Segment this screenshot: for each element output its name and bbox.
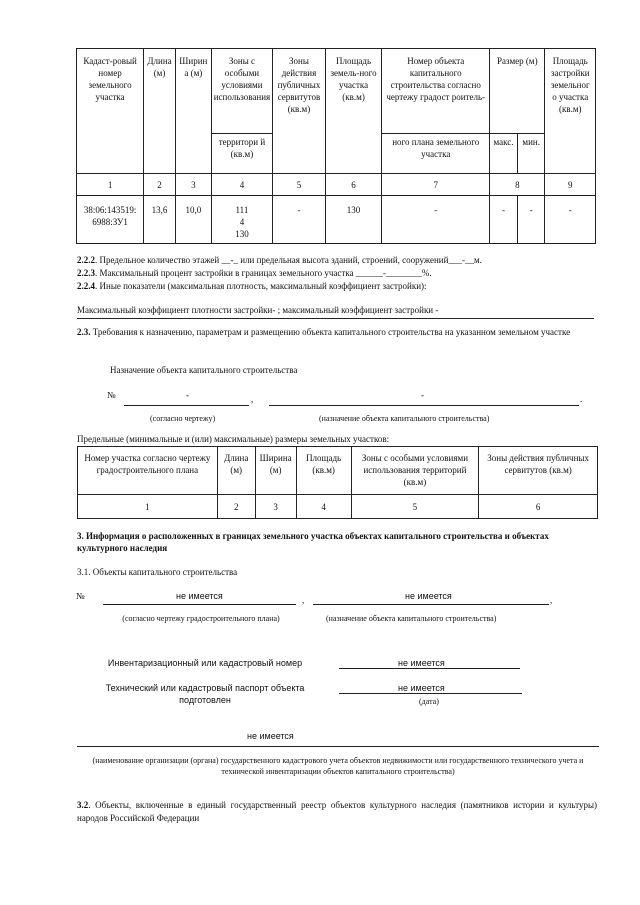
- hint-date: (дата): [419, 697, 439, 706]
- col-number: 6: [325, 174, 382, 196]
- underline: [339, 693, 522, 694]
- header-size-max: макс.: [490, 134, 518, 174]
- col-number: 8: [490, 174, 545, 196]
- limits-header: Номер участка согласно чертежу градостроительного плана: [78, 447, 218, 495]
- cell-built-area: -: [545, 196, 596, 244]
- cell-size-min: -: [517, 196, 545, 244]
- organization-value: не имеется: [247, 731, 294, 741]
- limits-col-number: 6: [479, 495, 598, 519]
- section-text: . Объекты, включенные в единый государственный реестр объектов культурного наследия (памятников истории и культуры) народов Российской Федерации: [77, 800, 597, 823]
- cell-cadastral: 38:06:143519: 6988:ЗУ1: [77, 196, 144, 244]
- limits-col-number: 1: [78, 495, 218, 519]
- col-number: 2: [144, 174, 176, 196]
- purpose-label: Назначение объекта капитального строительства: [110, 365, 298, 375]
- section-3-2: [77, 799, 597, 825]
- section-2-2-3: [77, 267, 432, 279]
- col-number: 4: [211, 174, 273, 196]
- limits-header: Площадь (кв.м): [296, 447, 351, 495]
- purpose-value: -: [421, 390, 424, 400]
- comma: ,: [251, 394, 254, 404]
- special-zones-line: 4: [239, 217, 245, 227]
- cell-width: 10,0: [175, 196, 211, 244]
- land-plot-table: [76, 48, 596, 244]
- col-number: 5: [273, 174, 326, 196]
- limits-header: Зоны действия публичных сервитутов (кв.м): [479, 447, 598, 495]
- cell-area: 130: [325, 196, 382, 244]
- underline: [339, 668, 520, 669]
- purpose-number-value: -: [186, 390, 189, 400]
- underline: [124, 405, 249, 406]
- header-size-min: мин.: [517, 134, 545, 174]
- cell-size-max: -: [490, 196, 518, 244]
- hint-purpose: (назначение объекта капитального строительства): [326, 614, 497, 623]
- col-number: 3: [175, 174, 211, 196]
- object-purpose-value: не имеется: [405, 591, 452, 601]
- object-number-value: не имеется: [176, 591, 223, 601]
- passport-value: не имеется: [398, 683, 445, 693]
- cell-length: 13,6: [144, 196, 176, 244]
- underline: [77, 746, 599, 747]
- number-sign: №: [107, 390, 116, 400]
- header-special-zones-territory: территори й (кв.м): [211, 134, 273, 174]
- section-2-3: [77, 326, 595, 339]
- limits-col-number: 5: [351, 495, 479, 519]
- header-object-number: Номер объекта капитального строительства согласно чертежу градост роитель-: [382, 49, 490, 134]
- header-special-zones: Зоны с особыми условиями использования: [211, 49, 273, 134]
- underline: [269, 405, 579, 406]
- section-number: 2.2.4: [77, 281, 95, 291]
- limits-header: Зоны с особыми условиями использования территорий (кв.м): [351, 447, 479, 495]
- col-number: 1: [77, 174, 144, 196]
- limits-header: Длина (м): [217, 447, 255, 495]
- hint-organization: (наименование организации (органа) государственного кадастрового учета объектов недвижимости или государственного технического учета и технической инвентаризации объектов капитального строительства): [92, 756, 584, 776]
- section-number: 2.2.3: [77, 268, 95, 278]
- hint-drawing-gp: (согласно чертежу градостроительного плана): [122, 614, 280, 623]
- period: .: [580, 394, 583, 404]
- limits-col-number: 2: [217, 495, 255, 519]
- col-number: 7: [382, 174, 490, 196]
- comma: ,: [302, 595, 305, 605]
- underline: [313, 604, 549, 605]
- limits-col-number: 4: [296, 495, 351, 519]
- hint-drawing: (согласно чертежу): [150, 414, 216, 423]
- comma: ,: [550, 595, 553, 605]
- limits-table: [77, 446, 598, 519]
- inventory-value: не имеется: [398, 658, 445, 668]
- number-sign: №: [76, 591, 85, 601]
- header-cadastral: Кадаст-ровый номер земельного участка: [77, 49, 144, 174]
- section-3-title: 3. Информация о расположенных в границах земельного участка объектах капитального строительства и объектах культурного наследия: [77, 531, 549, 553]
- passport-label: Технический или кадастровый паспорт объекта подготовлен: [105, 683, 305, 705]
- section-text: . Предельное количество этажей __-_ или предельная высота зданий, строений, сооружений___-__м.: [95, 255, 482, 265]
- special-zones-line: 130: [235, 229, 249, 239]
- cell-object-number: -: [382, 196, 490, 244]
- header-size: Размер (м): [490, 49, 545, 134]
- header-area: Площадь земель-ного участка (кв.м): [325, 49, 382, 174]
- section-text: Требования к назначению, параметрам и размещению объекта капитального строительства на указанном земельном участке: [90, 327, 571, 337]
- header-length: Длина (м): [144, 49, 176, 174]
- section-text: . Иные показатели (максимальная плотность, максимальный коэффициент застройки):: [95, 281, 427, 291]
- density-line: Максимальный коэффициент плотности застройки- ; максимальный коэффициент застройки -: [77, 305, 439, 315]
- section-number: 2.2.2: [77, 255, 95, 265]
- section-2-2-4: [77, 280, 427, 292]
- header-built-area: Площадь застройки земельног о участка (кв.м): [545, 49, 596, 174]
- section-number: 2.3.: [77, 327, 91, 337]
- section-text: . Максимальный процент застройки в границах земельного участка ______-________%.: [95, 268, 432, 278]
- hint-purpose: (назначение объекта капитального строительства): [319, 414, 490, 423]
- section-number: 3.2: [77, 800, 89, 810]
- limits-title: Предельные (минимальные и (или) максимальные) размеры земельных участков:: [77, 434, 390, 444]
- special-zones-line: 111: [235, 205, 249, 215]
- header-object-number-cont: ного плана земельного участка: [382, 134, 490, 174]
- cell-public-zones: -: [273, 196, 326, 244]
- inventory-label: Инвентаризационный или кадастровый номер: [107, 658, 303, 668]
- section-2-2-2: [77, 254, 482, 266]
- underline: [103, 604, 296, 605]
- header-public-zones: Зоны действия публичных сервитутов (кв.м): [273, 49, 326, 174]
- limits-header: Ширина (м): [255, 447, 296, 495]
- header-width: Ширин а (м): [175, 49, 211, 174]
- section-3-1: 3.1. Объекты капитального строительства: [77, 567, 238, 577]
- divider: [77, 318, 594, 319]
- limits-col-number: 3: [255, 495, 296, 519]
- cell-special-zones: [211, 196, 273, 244]
- col-number: 9: [545, 174, 596, 196]
